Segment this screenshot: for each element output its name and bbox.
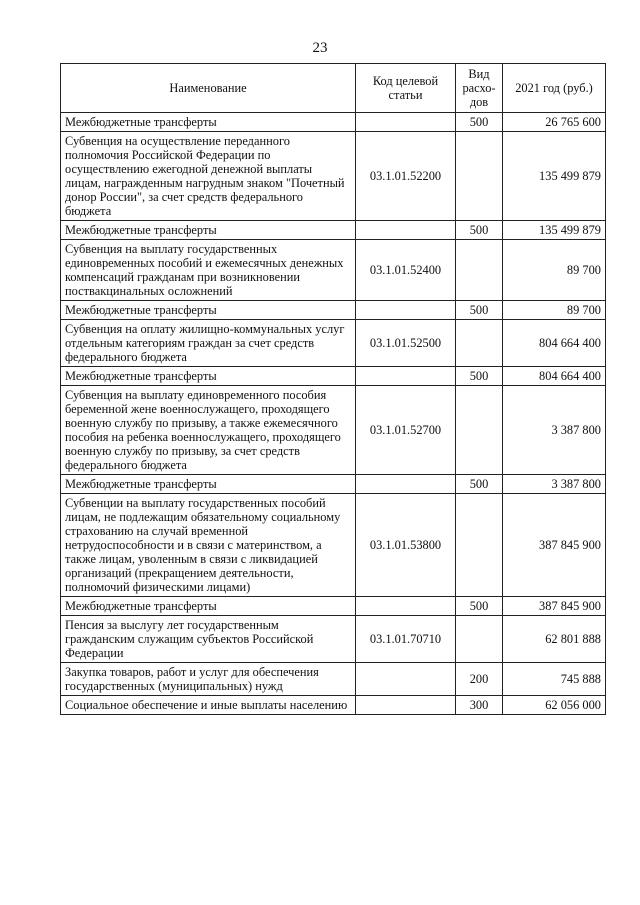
row-type-cell: 500 — [456, 301, 503, 320]
row-name-cell: Межбюджетные трансферты — [61, 113, 356, 132]
row-type-cell: 500 — [456, 597, 503, 616]
table-row — [61, 616, 606, 663]
row-amount-cell: 387 845 900 — [503, 494, 606, 597]
row-code-cell — [356, 221, 456, 240]
row-name-cell: Субвенция на оплату жилищно-коммунальных услуг отдельным категориям граждан за счет средств федерального бюджета — [61, 320, 356, 367]
row-code-cell — [356, 597, 456, 616]
header-amount-2021: 2021 год (руб.) — [503, 64, 606, 113]
table-row — [61, 475, 606, 494]
row-code-cell — [356, 663, 456, 696]
table-row — [61, 386, 606, 475]
row-type-cell — [456, 320, 503, 367]
row-code-cell — [356, 475, 456, 494]
table-row — [61, 367, 606, 386]
row-code-cell — [356, 367, 456, 386]
row-name-cell: Субвенция на выплату единовременного пособия беременной жене военнослужащего, проходящего военную службу по призыву, а также ежемесячного пособия на ребенка военнослужащего, проходящего военную службу по призыву, за счет средств федерального бюджета — [61, 386, 356, 475]
row-amount-cell: 387 845 900 — [503, 597, 606, 616]
row-type-cell — [456, 240, 503, 301]
row-code-cell: 03.1.01.52200 — [356, 132, 456, 221]
row-amount-cell: 89 700 — [503, 240, 606, 301]
row-name-cell: Закупка товаров, работ и услуг для обеспечения государственных (муниципальных) нужд — [61, 663, 356, 696]
row-amount-cell: 135 499 879 — [503, 221, 606, 240]
row-type-cell — [456, 386, 503, 475]
row-amount-cell: 3 387 800 — [503, 386, 606, 475]
table-row — [61, 494, 606, 597]
row-amount-cell: 3 387 800 — [503, 475, 606, 494]
page-number: 23 — [312, 40, 328, 56]
table-row — [61, 696, 606, 715]
table-row — [61, 597, 606, 616]
row-name-cell: Субвенция на осуществление переданного полномочия Российской Федерации по осуществлению ежегодной денежной выплаты лицам, награжденным нагрудным знаком "Почетный донор России", за счет средств федерального бюджета — [61, 132, 356, 221]
row-amount-cell: 26 765 600 — [503, 113, 606, 132]
row-amount-cell: 804 664 400 — [503, 367, 606, 386]
row-name-cell: Субвенции на выплату государственных пособий лицам, не подлежащим обязательному социальному страхованию на случай временной нетрудоспособности и в связи с материнством, а также лицам, уволенным в связи с ликвидацией организаций (прекращением деятельности, полномочий физическими лицами) — [61, 494, 356, 597]
row-type-cell — [456, 494, 503, 597]
row-name-cell: Межбюджетные трансферты — [61, 221, 356, 240]
table-row — [61, 301, 606, 320]
row-code-cell — [356, 696, 456, 715]
row-type-cell — [456, 616, 503, 663]
header-expense-type: Вид расхо-дов — [456, 64, 503, 113]
table-row — [61, 221, 606, 240]
row-name-cell: Социальное обеспечение и иные выплаты населению — [61, 696, 356, 715]
row-amount-cell: 745 888 — [503, 663, 606, 696]
row-code-cell: 03.1.01.52700 — [356, 386, 456, 475]
header-target-code: Код целевой статьи — [356, 64, 456, 113]
row-code-cell — [356, 113, 456, 132]
table-row — [61, 320, 606, 367]
row-code-cell — [356, 301, 456, 320]
table-header-row — [61, 64, 606, 113]
row-code-cell: 03.1.01.70710 — [356, 616, 456, 663]
row-amount-cell: 89 700 — [503, 301, 606, 320]
row-amount-cell: 62 056 000 — [503, 696, 606, 715]
row-type-cell: 500 — [456, 113, 503, 132]
row-type-cell: 500 — [456, 221, 503, 240]
row-name-cell: Межбюджетные трансферты — [61, 301, 356, 320]
table-row — [61, 240, 606, 301]
row-name-cell: Субвенция на выплату государственных единовременных пособий и ежемесячных денежных компенсаций гражданам при возникновении поствакцинальных осложнений — [61, 240, 356, 301]
row-type-cell: 500 — [456, 475, 503, 494]
row-type-cell: 500 — [456, 367, 503, 386]
row-code-cell: 03.1.01.52500 — [356, 320, 456, 367]
table-row — [61, 663, 606, 696]
table-row — [61, 132, 606, 221]
row-name-cell: Межбюджетные трансферты — [61, 597, 356, 616]
row-code-cell: 03.1.01.53800 — [356, 494, 456, 597]
row-amount-cell: 62 801 888 — [503, 616, 606, 663]
row-code-cell: 03.1.01.52400 — [356, 240, 456, 301]
row-type-cell: 200 — [456, 663, 503, 696]
row-name-cell: Пенсия за выслугу лет государственным гражданским служащим субъектов Российской Федерации — [61, 616, 356, 663]
row-name-cell: Межбюджетные трансферты — [61, 475, 356, 494]
row-name-cell: Межбюджетные трансферты — [61, 367, 356, 386]
row-type-cell: 300 — [456, 696, 503, 715]
row-amount-cell: 135 499 879 — [503, 132, 606, 221]
row-amount-cell: 804 664 400 — [503, 320, 606, 367]
header-name: Наименование — [61, 64, 356, 113]
table-row — [61, 113, 606, 132]
row-type-cell — [456, 132, 503, 221]
budget-table — [60, 63, 606, 715]
